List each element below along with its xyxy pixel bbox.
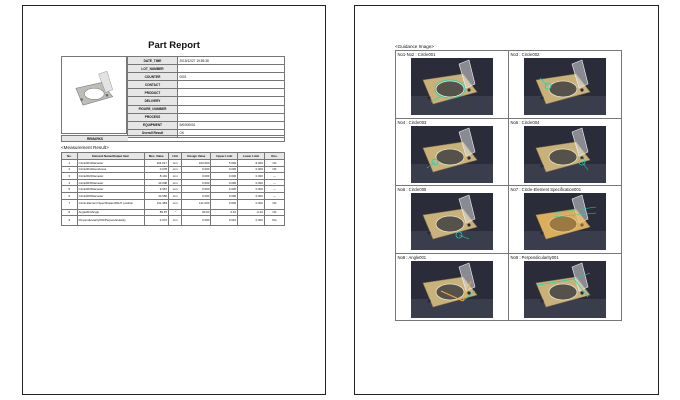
measurement-table — [61, 152, 285, 226]
field-label: DATE_TIME — [128, 57, 178, 65]
guidance-image — [411, 261, 493, 318]
part-photo-cell — [61, 56, 127, 134]
element-name: Circle004/Diameter — [77, 186, 144, 193]
upper-limit: 0.000 — [211, 166, 238, 173]
table-row — [62, 160, 285, 167]
guidance-cell-label: No5 : Circle004 — [510, 119, 540, 125]
table-row — [62, 192, 285, 199]
guidance-cell-label: No1-No2 : Circle001 — [397, 52, 436, 57]
measured-value: 0.078 — [144, 166, 169, 173]
unit: mm — [169, 179, 182, 186]
grid-row — [396, 118, 622, 186]
row-number: 4 — [62, 179, 78, 186]
lower-limit: 0.000 — [238, 199, 265, 209]
upper-limit: 0.000 — [211, 186, 238, 193]
guidance-cell-label: No3 : Circle002 — [510, 52, 540, 57]
upper-limit: 0.000 — [211, 179, 238, 186]
measured-value: 89.87 — [144, 209, 169, 216]
guidance-image — [524, 126, 606, 183]
design-value: 0.000 — [182, 166, 211, 173]
lower-limit: -5.000 — [238, 160, 265, 167]
field-label: DELIVERY — [128, 97, 178, 105]
report-header — [61, 56, 285, 142]
lower-limit: 0.000 — [238, 186, 265, 193]
header-fields-table — [127, 56, 285, 138]
field-label: PRODUCT — [128, 89, 178, 97]
unit: mm — [169, 173, 182, 180]
row-number: 7 — [62, 199, 78, 209]
page-title: Part Report — [148, 40, 200, 51]
column-header: Unit — [169, 153, 182, 160]
table-row — [62, 186, 285, 193]
column-header: No. — [62, 153, 78, 160]
design-value: 100.000 — [182, 160, 211, 167]
field-row — [128, 121, 285, 129]
column-header: Design Value — [182, 153, 211, 160]
row-number: 3 — [62, 173, 78, 180]
field-label: CONTACT — [128, 81, 178, 89]
field-row — [128, 105, 285, 113]
measured-value: 8.191 — [144, 173, 169, 180]
guidance-cell — [509, 253, 622, 321]
guidance-image-heading: <Guidance Image> — [395, 44, 435, 49]
row-number: 1 — [62, 160, 78, 167]
guidance-cell — [509, 51, 622, 119]
grid-row — [396, 186, 622, 254]
grid-row — [396, 253, 622, 321]
lower-limit: -0.10 — [238, 209, 265, 216]
guidance-image — [524, 193, 606, 250]
column-header: Lower Limit — [238, 153, 265, 160]
column-header: Mes. Value — [144, 153, 169, 160]
guidance-cell — [396, 253, 509, 321]
guidance-cell-label: No9 : Perpendicularity001 — [510, 254, 559, 260]
unit: mm — [169, 192, 182, 199]
upper-limit: 5.000 — [211, 160, 238, 167]
guidance-cell-label: No7 : Circle-Element Specification001 — [510, 187, 582, 192]
guidance-cell-label: No4 : Circle003 — [397, 119, 427, 125]
result: --- — [264, 186, 284, 193]
field-row — [128, 89, 285, 97]
upper-limit: 0.000 — [211, 199, 238, 209]
measured-value: 141.483 — [144, 199, 169, 209]
overall-result-value: OK — [178, 129, 285, 137]
measured-value: 10.650 — [144, 192, 169, 199]
field-label: LOT_NUMBER — [128, 65, 178, 73]
design-value: 141.000 — [182, 199, 211, 209]
field-value — [178, 65, 285, 73]
guidance-image — [411, 193, 493, 250]
design-value: 0.000 — [182, 216, 211, 226]
field-value — [178, 97, 285, 105]
design-value: 0.000 — [182, 192, 211, 199]
upper-limit: 0.000 — [211, 173, 238, 180]
unit: mm — [169, 216, 182, 226]
column-header: Upper Limit — [211, 153, 238, 160]
field-label: Overall Result — [128, 129, 178, 137]
part-report-page — [22, 5, 326, 395]
field-label: EQUIPMENT — [128, 121, 178, 129]
remarks-label: REMARKS — [62, 136, 128, 141]
row-number: 5 — [62, 186, 78, 193]
table-row — [62, 179, 285, 186]
field-value: IM0000001 — [178, 121, 285, 129]
guidance-cell — [509, 186, 622, 254]
field-label: PROCESS — [128, 113, 178, 121]
lower-limit: 0.000 — [238, 192, 265, 199]
guidance-cell — [396, 186, 509, 254]
field-row — [128, 73, 285, 81]
field-row — [128, 57, 285, 65]
lower-limit: 0.000 — [238, 179, 265, 186]
result: OK — [264, 166, 284, 173]
result: --- — [264, 179, 284, 186]
column-header: Res. — [264, 153, 284, 160]
field-value — [178, 89, 285, 97]
field-row — [128, 65, 285, 73]
field-value — [178, 81, 285, 89]
table-row — [62, 216, 285, 226]
design-value: 90.00 — [182, 209, 211, 216]
column-header: Element Name/Output Item — [77, 153, 144, 160]
field-value: 2015/12/27 19:55:38 — [178, 57, 285, 65]
design-value: 0.000 — [182, 179, 211, 186]
guidance-image — [524, 58, 606, 115]
element-name: Circle001/Diameter — [77, 160, 144, 167]
lower-limit: 0.000 — [238, 216, 265, 226]
design-value: 0.000 — [182, 186, 211, 193]
unit: mm — [169, 186, 182, 193]
table-row — [62, 166, 285, 173]
guidance-cell — [509, 118, 622, 186]
guidance-cell — [396, 118, 509, 186]
guidance-image — [524, 261, 606, 318]
field-row — [128, 81, 285, 89]
element-name: Circle-Element Specification001/X position — [77, 199, 144, 209]
result: NG — [264, 216, 284, 226]
measurement-result-heading: <Measurement Result> — [61, 145, 109, 150]
field-row — [128, 97, 285, 105]
design-value: 0.000 — [182, 173, 211, 180]
grid-row — [396, 51, 622, 119]
element-name: Circle003/Diameter — [77, 179, 144, 186]
table-row — [62, 199, 285, 209]
unit: mm — [169, 166, 182, 173]
guidance-image — [411, 126, 493, 183]
field-row — [128, 113, 285, 121]
upper-limit: 0.010 — [211, 216, 238, 226]
table-header-row — [62, 153, 285, 160]
result: OK — [264, 199, 284, 209]
lower-limit: 0.000 — [238, 166, 265, 173]
result: --- — [264, 173, 284, 180]
upper-limit: 0.000 — [211, 192, 238, 199]
guidance-image-page — [354, 5, 659, 395]
row-number: 8 — [62, 209, 78, 216]
element-name: Circle002/Diameter — [77, 173, 144, 180]
result: --- — [264, 192, 284, 199]
field-label: FIGURE_NUMBER — [128, 105, 178, 113]
unit: ° — [169, 209, 182, 216]
field-value — [178, 105, 285, 113]
measured-value: 104.017 — [144, 160, 169, 167]
measured-value: 9.367 — [144, 186, 169, 193]
lower-limit: 0.000 — [238, 173, 265, 180]
row-number: 9 — [62, 216, 78, 226]
guidance-cell — [396, 51, 509, 119]
result: OK — [264, 160, 284, 167]
upper-limit: 0.10 — [211, 209, 238, 216]
measured-value: 0.072 — [144, 216, 169, 226]
unit: mm — [169, 160, 182, 167]
remarks-row — [61, 135, 285, 142]
guidance-image-grid — [395, 50, 622, 321]
measured-value: 10.008 — [144, 179, 169, 186]
unit: mm — [169, 199, 182, 209]
row-number: 6 — [62, 192, 78, 199]
table-row — [62, 173, 285, 180]
table-row — [62, 209, 285, 216]
guidance-cell-label: No8 : Angle001 — [397, 254, 427, 260]
field-label: COUNTER — [128, 73, 178, 81]
guidance-cell-label: No6 : Circle005 — [397, 187, 427, 192]
result: OK — [264, 209, 284, 216]
element-name: Circle001/Roundness — [77, 166, 144, 173]
element-name: Angle001/Angle — [77, 209, 144, 216]
element-name: Circle005/Diameter — [77, 192, 144, 199]
guidance-image — [411, 58, 493, 115]
field-value — [178, 113, 285, 121]
row-number: 2 — [62, 166, 78, 173]
element-name: Perpendicularity001/Perpendicularity — [77, 216, 144, 226]
part-photo-image — [66, 67, 124, 113]
field-value: 0001 — [178, 73, 285, 81]
